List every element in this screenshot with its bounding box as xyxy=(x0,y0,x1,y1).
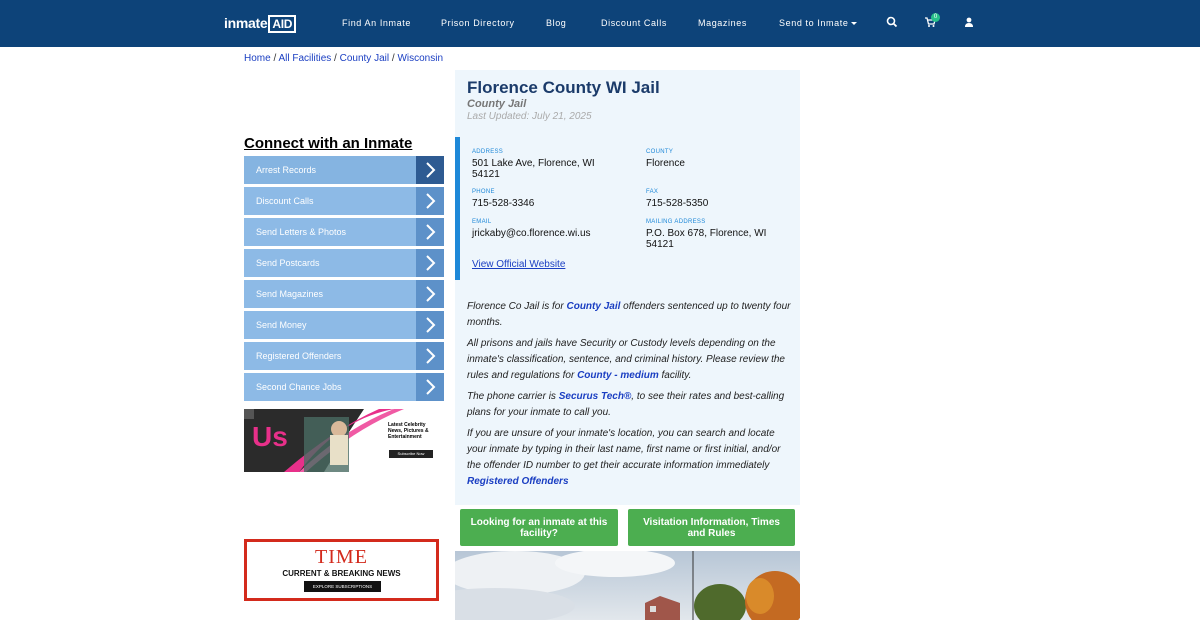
facility-type: County Jail xyxy=(467,98,527,110)
nav-prison-directory[interactable]: Prison Directory xyxy=(441,18,515,28)
description-paragraph-3 xyxy=(467,389,793,421)
chevron-right-icon xyxy=(416,373,444,401)
chevron-right-icon xyxy=(416,311,444,339)
chevron-right-icon xyxy=(416,280,444,308)
sidebar-item-send-magazines[interactable] xyxy=(244,280,444,308)
time-logo: TIME xyxy=(315,546,368,568)
breadcrumb-wisconsin[interactable]: Wisconsin xyxy=(397,53,444,64)
sidebar-item-label: Discount Calls xyxy=(256,196,314,206)
us-weekly-ad[interactable] xyxy=(244,409,444,472)
sidebar-item-second-chance-jobs[interactable] xyxy=(244,373,444,401)
official-website-link[interactable]: View Official Website xyxy=(472,259,566,270)
sidebar-item-label: Second Chance Jobs xyxy=(256,382,342,392)
desc-text: offenders sentenced up to twenty four months. xyxy=(467,301,791,328)
time-tagline: CURRENT & BREAKING NEWS xyxy=(282,569,401,578)
desc-text: , to see their rates and best-calling plans for your inmate to call you. xyxy=(467,391,785,418)
logo-suffix: AID xyxy=(268,15,296,33)
user-icon[interactable] xyxy=(962,15,976,29)
chevron-right-icon xyxy=(416,156,444,184)
county-value: Florence xyxy=(646,158,685,169)
registered-offenders-link[interactable]: Registered Offenders xyxy=(467,476,569,487)
nav-find-inmate[interactable]: Find An Inmate xyxy=(342,18,411,28)
fax-value: 715-528-5350 xyxy=(646,198,709,209)
find-inmate-button[interactable]: Looking for an inmate at this facility? xyxy=(460,509,618,546)
breadcrumb-home[interactable]: Home xyxy=(244,53,271,64)
chevron-right-icon xyxy=(416,342,444,370)
facility-updated: Last Updated: July 21, 2025 xyxy=(467,111,592,122)
sidebar-item-registered-offenders[interactable] xyxy=(244,342,444,370)
address-line1: 501 Lake Ave, Florence, WI xyxy=(472,158,595,169)
breadcrumb-all-facilities[interactable]: All Facilities xyxy=(278,53,332,64)
sidebar-item-label: Send Letters & Photos xyxy=(256,227,347,237)
logo-prefix: inmate xyxy=(224,15,268,31)
site-logo[interactable] xyxy=(224,15,296,31)
chevron-right-icon xyxy=(416,218,444,246)
cart-count-badge: 0 xyxy=(931,13,940,22)
sidebar-item-send-postcards[interactable] xyxy=(244,249,444,277)
nav-blog[interactable]: Blog xyxy=(546,18,567,28)
desc-text: Florence Co Jail is for xyxy=(467,301,567,312)
phone-carrier-link[interactable]: Securus Tech® xyxy=(558,391,632,402)
breadcrumb-county-jail[interactable]: County Jail xyxy=(339,53,390,64)
top-navbar xyxy=(0,0,1200,47)
chevron-right-icon xyxy=(416,249,444,277)
nav-magazines[interactable]: Magazines xyxy=(698,18,747,28)
email-label: EMAIL xyxy=(472,219,492,225)
details-accent-bar xyxy=(455,137,460,280)
facility-title: Florence County WI Jail xyxy=(467,78,660,97)
breadcrumb: Home / All Facilities / County Jail / Wisconsin xyxy=(244,53,444,64)
us-ad-text: Latest Celebrity News, Pictures & Entertainment xyxy=(388,422,429,440)
fax-label: FAX xyxy=(646,189,659,195)
address-label: ADDRESS xyxy=(472,149,504,155)
nav-send-to-inmate-label: Send to Inmate xyxy=(779,18,849,28)
chevron-right-icon xyxy=(416,187,444,215)
us-logo: Us xyxy=(252,421,288,452)
sidebar-item-discount-calls[interactable] xyxy=(244,187,444,215)
description-paragraph-1 xyxy=(467,299,793,331)
desc-text: facility. xyxy=(658,370,692,381)
time-ad[interactable] xyxy=(244,539,439,601)
address-line2: 54121 xyxy=(472,169,500,180)
caret-down-icon xyxy=(851,22,857,25)
description-paragraph-4 xyxy=(467,426,793,490)
desc-text: All prisons and jails have Security or Custody levels depending on the inmate's classification, sentence, and criminal history. Please review the rules and regulations for xyxy=(467,338,785,381)
email-value: jrickaby@co.florence.wi.us xyxy=(472,228,591,239)
description-paragraph-2 xyxy=(467,336,793,384)
sidebar-item-label: Send Magazines xyxy=(256,289,324,299)
mailing-address-line1: P.O. Box 678, Florence, WI xyxy=(646,228,767,239)
desc-text: The phone carrier is xyxy=(467,391,559,402)
phone-label: PHONE xyxy=(472,189,495,195)
sidebar-item-send-money[interactable] xyxy=(244,311,444,339)
facility-photo xyxy=(455,551,800,620)
sidebar-item-label: Registered Offenders xyxy=(256,351,342,361)
sidebar-item-arrest-records[interactable] xyxy=(244,156,444,184)
mailing-address-label: MAILING ADDRESS xyxy=(646,219,706,225)
search-icon[interactable] xyxy=(885,15,899,29)
sidebar-item-label: Send Postcards xyxy=(256,258,320,268)
connect-title: Connect with an Inmate xyxy=(244,135,413,152)
desc-text: If you are unsure of your inmate's location, you can search and locate your inmate by typing in their last name, first name or first initial, and/or the offender ID number to get their accurate information immediately xyxy=(467,428,781,471)
security-level-link[interactable]: County - medium xyxy=(577,370,659,381)
sidebar-item-send-letters[interactable] xyxy=(244,218,444,246)
mailing-address-line2: 54121 xyxy=(646,239,674,250)
county-jail-link[interactable]: County Jail xyxy=(566,301,621,312)
phone-value: 715-528-3346 xyxy=(472,198,535,209)
time-explore-button[interactable]: EXPLORE SUBSCRIPTIONS xyxy=(304,581,381,592)
nav-discount-calls[interactable]: Discount Calls xyxy=(601,18,667,28)
sidebar-item-label: Arrest Records xyxy=(256,165,317,175)
visitation-info-button[interactable]: Visitation Information, Times and Rules xyxy=(628,509,795,546)
nav-send-to-inmate[interactable] xyxy=(779,18,857,28)
sidebar-item-label: Send Money xyxy=(256,320,307,330)
us-subscribe-button[interactable]: Subscribe Now xyxy=(389,450,433,458)
county-label: COUNTY xyxy=(646,149,674,155)
